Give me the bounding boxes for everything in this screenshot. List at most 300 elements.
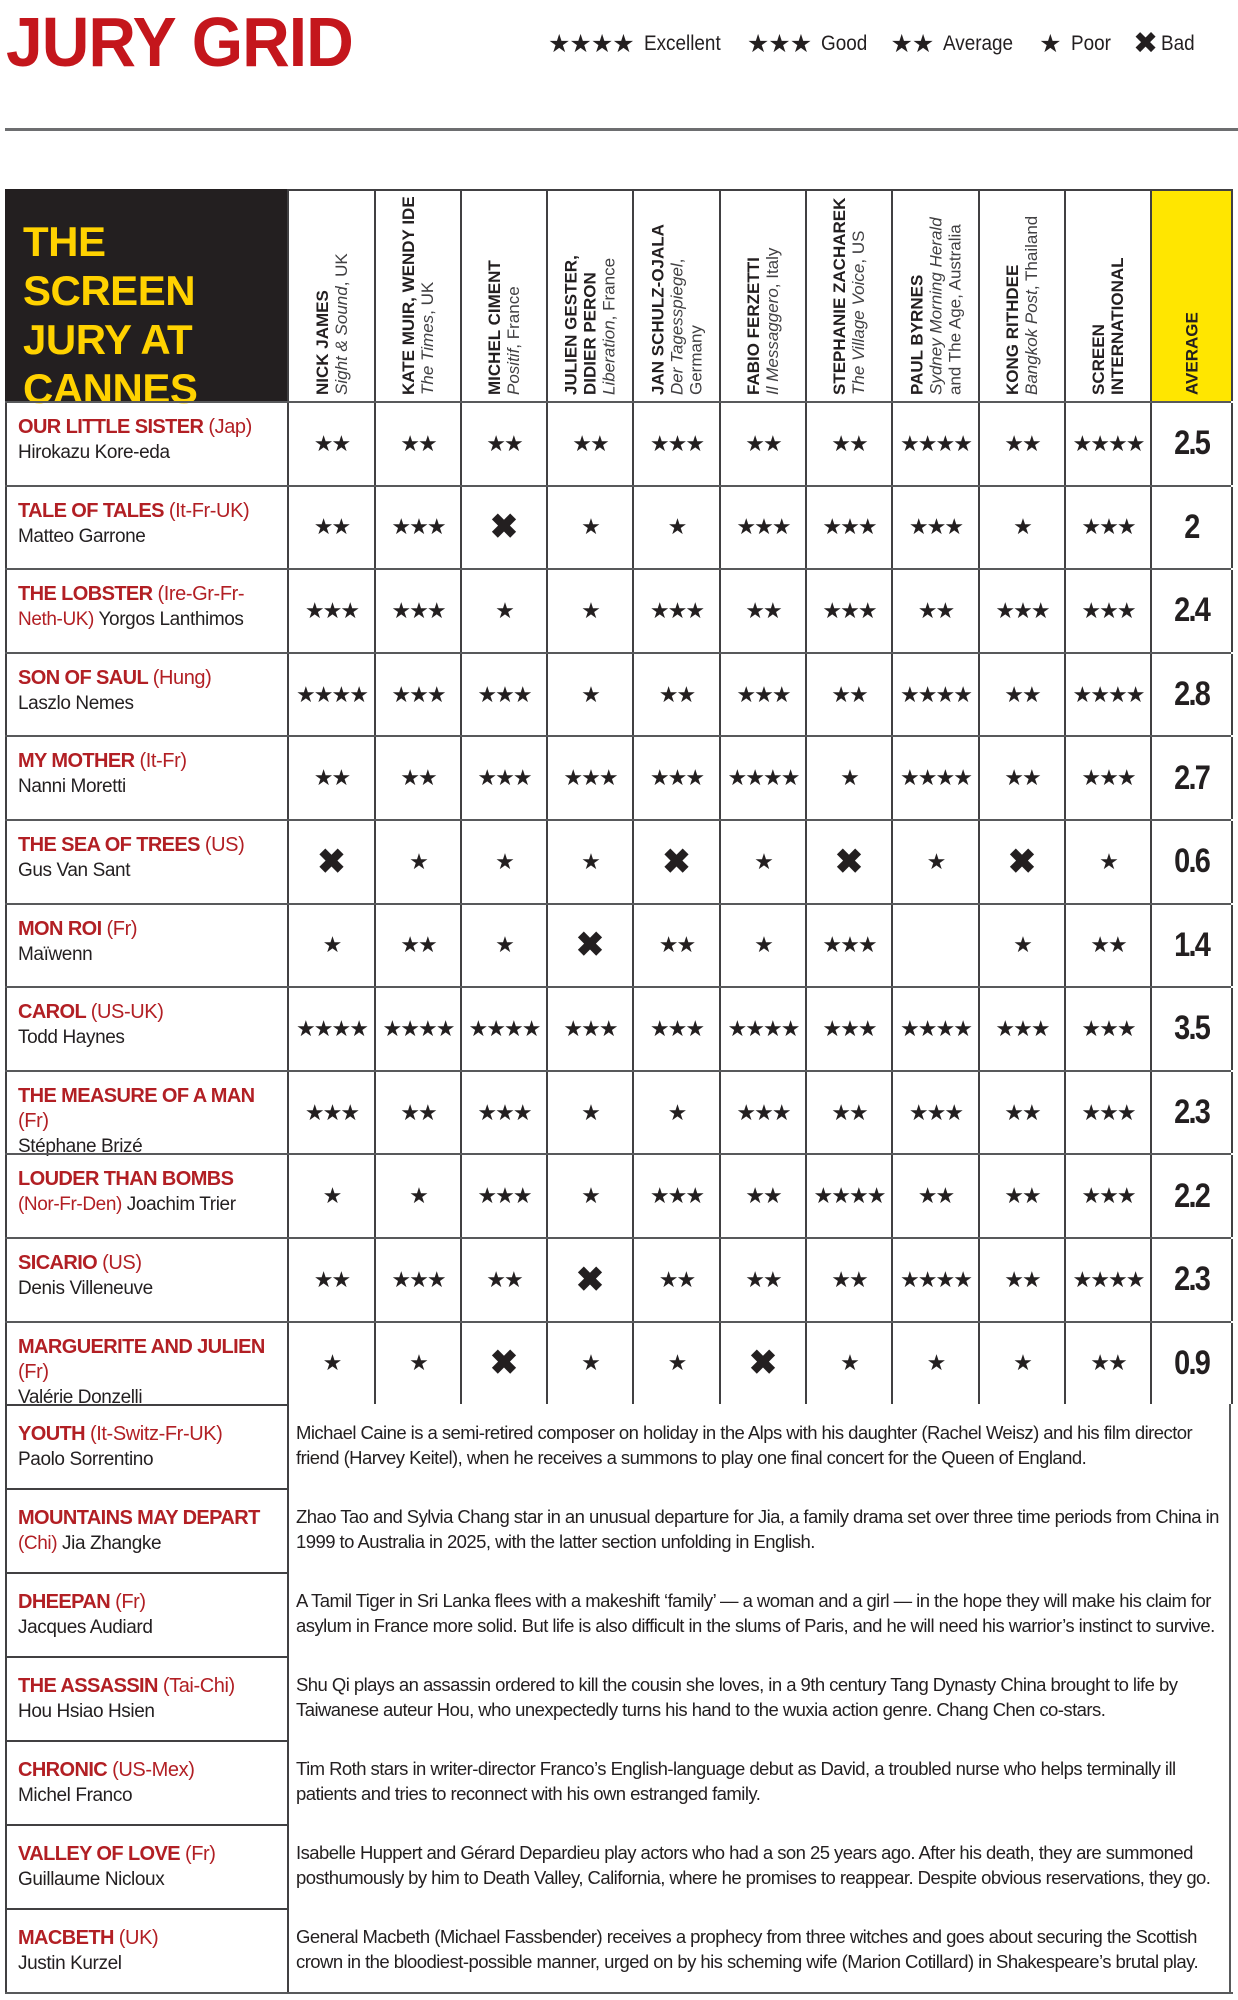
film-country: (US) bbox=[102, 1252, 142, 1274]
rating-cell bbox=[978, 1239, 1064, 1321]
rating-cell bbox=[805, 988, 891, 1070]
one-star-icon: ★ bbox=[495, 932, 513, 958]
publication-title: Bangkok Post bbox=[1022, 290, 1041, 395]
film-description-cell bbox=[287, 1908, 1231, 1992]
film-director: Jacques Audiard bbox=[18, 1617, 153, 1639]
rating-cell bbox=[978, 403, 1064, 485]
four-stars-icon: ★★★★ bbox=[548, 29, 634, 58]
average-cell bbox=[1150, 403, 1233, 485]
rating-cell bbox=[632, 905, 719, 987]
film-country: (It-Fr) bbox=[139, 750, 187, 773]
average-value: 2 bbox=[1184, 507, 1199, 546]
rating-cell bbox=[546, 1155, 632, 1237]
rating-cell bbox=[287, 1239, 374, 1321]
cross-icon: ✖ bbox=[575, 926, 605, 965]
film-row bbox=[5, 1321, 1231, 1408]
critic-publication bbox=[667, 195, 705, 395]
three-stars-icon: ★★★ bbox=[649, 430, 704, 456]
film-title: SICARIO bbox=[18, 1252, 98, 1274]
critic-header bbox=[374, 189, 460, 401]
film-cell bbox=[5, 1488, 287, 1572]
rating-cell bbox=[460, 570, 546, 652]
film-description-row bbox=[5, 1488, 1231, 1572]
film-title-line bbox=[18, 415, 287, 440]
three-stars-icon: ★★★ bbox=[736, 1099, 790, 1125]
one-star-icon: ★ bbox=[840, 765, 858, 791]
film-row bbox=[5, 1070, 1231, 1157]
one-star-icon: ★ bbox=[581, 681, 599, 707]
rating-cell bbox=[1064, 1072, 1150, 1154]
rating-cell bbox=[546, 1239, 632, 1321]
rating-cell bbox=[805, 1072, 891, 1154]
film-title-line bbox=[18, 1335, 287, 1385]
rating-cell bbox=[978, 988, 1064, 1070]
film-cell bbox=[5, 1072, 287, 1157]
film-title-line bbox=[18, 749, 287, 774]
one-star-icon: ★ bbox=[926, 1350, 945, 1376]
rating-cell bbox=[546, 654, 632, 736]
three-stars-icon: ★★★ bbox=[822, 514, 876, 540]
rating-cell bbox=[719, 1239, 805, 1321]
three-stars-icon: ★★★ bbox=[649, 765, 704, 791]
cross-icon: ✖ bbox=[489, 508, 519, 547]
legend-bad bbox=[1133, 26, 1199, 61]
publication-country: , France bbox=[599, 257, 619, 321]
film-cell bbox=[5, 988, 287, 1070]
page-title: JURY GRID bbox=[6, 2, 353, 81]
two-stars-icon: ★★ bbox=[1004, 681, 1040, 707]
rating-cell bbox=[632, 1072, 719, 1154]
one-star-icon: ★ bbox=[581, 1183, 599, 1209]
rating-cell bbox=[460, 821, 546, 903]
rating-cell bbox=[632, 1239, 719, 1321]
two-stars-icon: ★★ bbox=[400, 932, 436, 958]
publication-country: , Italy bbox=[763, 247, 782, 289]
rating-cell bbox=[374, 821, 460, 903]
one-star-icon: ★ bbox=[581, 1099, 599, 1125]
three-stars-icon: ★★★ bbox=[304, 1099, 359, 1125]
publication-country: , France bbox=[504, 286, 523, 349]
two-stars-icon: ★★ bbox=[658, 1266, 695, 1292]
rating-cell bbox=[891, 654, 978, 736]
rating-cell bbox=[1064, 570, 1150, 652]
three-stars-icon: ★★★ bbox=[1081, 1183, 1135, 1209]
rating-cell bbox=[632, 737, 719, 819]
critic-publication bbox=[1022, 195, 1041, 395]
rating-cell bbox=[1064, 1323, 1150, 1405]
film-title: VALLEY OF LOVE bbox=[18, 1843, 180, 1866]
average-cell bbox=[1150, 988, 1233, 1070]
rating-cell bbox=[805, 821, 891, 903]
critic-header-text bbox=[907, 195, 964, 395]
film-description-row bbox=[5, 1656, 1231, 1740]
film-description: A Tamil Tiger in Sri Lanka flees with a makeshift ‘family’ — a woman and a girl — in the hope they will make his claim for asylum in France more solid. But life is also difficult in the slums of Paris, and he will need his warrior’s instinct to survive. bbox=[296, 1590, 1215, 1637]
rating-cell bbox=[978, 654, 1064, 736]
film-row bbox=[5, 401, 1231, 485]
four-stars-icon: ★★★★ bbox=[900, 1266, 971, 1292]
four-stars-icon: ★★★★ bbox=[382, 1015, 454, 1041]
four-stars-icon: ★★★★ bbox=[813, 1183, 885, 1209]
film-title: CAROL bbox=[18, 1001, 86, 1024]
three-stars-icon: ★★★ bbox=[391, 681, 445, 707]
rating-cell bbox=[978, 905, 1064, 987]
film-row bbox=[5, 1153, 1231, 1237]
film-cell bbox=[5, 1155, 287, 1237]
rating-cell bbox=[891, 905, 978, 987]
rating-cell bbox=[460, 403, 546, 485]
rating-cell bbox=[978, 821, 1064, 903]
film-title-line bbox=[18, 833, 287, 858]
film-director: Guillaume Nicloux bbox=[18, 1869, 165, 1891]
film-title-line bbox=[18, 666, 287, 691]
three-stars-icon: ★★★ bbox=[1081, 514, 1135, 540]
film-country: (US) bbox=[204, 834, 245, 856]
rating-cell bbox=[546, 1323, 632, 1405]
rating-cell bbox=[978, 1155, 1064, 1237]
rating-cell bbox=[460, 1239, 546, 1321]
rating-cell bbox=[1064, 487, 1150, 569]
rating-cell bbox=[719, 988, 805, 1070]
film-title: YOUTH bbox=[18, 1423, 86, 1446]
film-row bbox=[5, 485, 1231, 569]
film-director: Hou Hsiao Hsien bbox=[18, 1701, 155, 1723]
film-title: CHRONIC bbox=[18, 1759, 108, 1782]
average-value: 3.5 bbox=[1173, 1009, 1210, 1048]
film-director: Laszlo Nemes bbox=[18, 692, 134, 714]
cross-icon: ✖ bbox=[1007, 842, 1037, 881]
film-cell bbox=[5, 905, 287, 987]
film-director: Neth-UK) Yorgos Lanthimos bbox=[18, 609, 244, 631]
table-bottom-border bbox=[5, 1992, 1233, 1994]
two-stars-icon: ★★ bbox=[917, 597, 954, 623]
critic-publication bbox=[763, 195, 782, 395]
film-title: THE MEASURE OF A MAN bbox=[18, 1084, 255, 1107]
film-director: Stéphane Brizé bbox=[18, 1135, 143, 1157]
two-stars-icon: ★★ bbox=[313, 430, 350, 456]
two-stars-icon: ★★ bbox=[1004, 1266, 1040, 1292]
critic-name: KATE MUIR, WENDY IDE bbox=[399, 196, 418, 395]
critic-header bbox=[978, 189, 1064, 401]
four-stars-icon: ★★★★ bbox=[1072, 1266, 1144, 1292]
film-description-cell bbox=[287, 1656, 1231, 1740]
film-description: General Macbeth (Michael Fassbender) receives a prophecy from three witches and goes about securing the Scottish crown in the bloodiest-possible manner, urged on by his scheming wife (Marion Cotillard) in Shakespeare’s brutal play. bbox=[296, 1926, 1199, 1973]
critic-name: FABIO FERZETTI bbox=[744, 257, 763, 395]
critic-publication bbox=[600, 195, 619, 395]
rating-cell bbox=[719, 487, 805, 569]
film-director: Denis Villeneuve bbox=[18, 1278, 153, 1299]
legend-good bbox=[747, 29, 873, 59]
film-description-cell bbox=[287, 1824, 1231, 1908]
rating-cell bbox=[805, 403, 891, 485]
rating-cell bbox=[374, 1239, 460, 1321]
film-title-line bbox=[18, 1000, 287, 1025]
three-stars-icon: ★★★ bbox=[908, 1099, 963, 1125]
rating-cell bbox=[374, 988, 460, 1070]
rating-cell bbox=[632, 1323, 719, 1405]
film-country: (Tai-Chi) bbox=[162, 1675, 235, 1698]
rating-cell bbox=[632, 654, 719, 736]
average-value: 2.3 bbox=[1173, 1260, 1210, 1299]
critic-name: JAN SCHULZ-OJALA bbox=[648, 224, 667, 395]
publication-country: , UK bbox=[418, 281, 437, 315]
film-cell bbox=[5, 403, 287, 485]
film-description-cell bbox=[287, 1740, 1231, 1824]
rating-cell bbox=[719, 654, 805, 736]
critic-header-text bbox=[830, 195, 868, 395]
film-director: Michel Franco bbox=[18, 1785, 133, 1807]
cross-icon: ✖ bbox=[575, 1260, 605, 1299]
critic-header-text bbox=[485, 195, 523, 395]
publication-title: Positif bbox=[504, 348, 523, 395]
critic-header-text bbox=[562, 195, 619, 395]
grid-heading-line: THE SCREEN bbox=[23, 218, 196, 314]
two-stars-icon: ★★ bbox=[831, 1099, 867, 1125]
rating-cell bbox=[546, 988, 632, 1070]
film-director: Todd Haynes bbox=[18, 1027, 125, 1049]
film-title-line bbox=[18, 1590, 287, 1615]
film-title: MOUNTAINS MAY DEPART bbox=[18, 1507, 260, 1530]
two-stars-icon: ★★ bbox=[1004, 765, 1040, 791]
publication-title: The Times bbox=[418, 314, 437, 395]
rating-cell bbox=[632, 821, 719, 903]
legend-label: Bad bbox=[1161, 31, 1195, 55]
rating-cell bbox=[374, 1155, 460, 1237]
critic-name: STEPHANIE ZACHAREK bbox=[830, 197, 849, 395]
film-cell bbox=[5, 1323, 287, 1408]
one-star-icon: ★ bbox=[667, 514, 686, 540]
rating-cell bbox=[374, 570, 460, 652]
two-stars-icon: ★★ bbox=[400, 430, 436, 456]
four-stars-icon: ★★★★ bbox=[727, 1015, 799, 1041]
rating-cell bbox=[546, 821, 632, 903]
rating-cell bbox=[805, 905, 891, 987]
critic-header bbox=[719, 189, 805, 401]
two-stars-icon: ★★ bbox=[917, 1183, 954, 1209]
two-stars-icon: ★★ bbox=[1004, 1099, 1040, 1125]
three-stars-icon: ★★★ bbox=[477, 1183, 531, 1209]
rating-cell bbox=[1064, 905, 1150, 987]
publication-country: , US bbox=[849, 230, 868, 264]
critic-header-text bbox=[648, 195, 705, 395]
critic-publication bbox=[504, 195, 523, 395]
rating-cell bbox=[287, 1323, 374, 1405]
rating-cell bbox=[1064, 988, 1150, 1070]
rating-cell bbox=[805, 654, 891, 736]
three-stars-icon: ★★★ bbox=[649, 597, 704, 623]
rating-cell bbox=[632, 403, 719, 485]
two-stars-icon: ★★ bbox=[313, 1266, 350, 1292]
rating-cell bbox=[891, 570, 978, 652]
film-title: THE SEA OF TREES bbox=[18, 834, 200, 856]
film-cell bbox=[5, 821, 287, 903]
film-title: MON ROI bbox=[18, 917, 102, 940]
rating-cell bbox=[891, 1323, 978, 1405]
rating-cell bbox=[287, 905, 374, 987]
two-stars-icon: ★★ bbox=[831, 681, 867, 707]
rating-cell bbox=[891, 737, 978, 819]
average-cell bbox=[1150, 570, 1233, 652]
critic-header-text bbox=[313, 195, 351, 395]
four-stars-icon: ★★★★ bbox=[1072, 430, 1144, 456]
film-country: (US-Mex) bbox=[112, 1759, 195, 1782]
average-cell bbox=[1150, 1072, 1233, 1154]
rating-cell bbox=[978, 570, 1064, 652]
rating-cell bbox=[546, 403, 632, 485]
three-stars-icon: ★★★ bbox=[477, 765, 531, 791]
film-country: (Chi) bbox=[18, 1533, 63, 1555]
one-star-icon: ★ bbox=[581, 597, 599, 623]
film-description-row bbox=[5, 1740, 1231, 1824]
film-description-cell bbox=[287, 1572, 1231, 1656]
rating-cell bbox=[805, 570, 891, 652]
film-title: MY MOTHER bbox=[18, 750, 135, 773]
film-title: THE LOBSTER bbox=[18, 583, 153, 606]
film-description: Shu Qi plays an assassin ordered to kill the cousin she loves, in a 9th century Tang Dynasty China brought to life by Taiwanese auteur Hou, who unexpectedly turns his hand to the wuxia action genre. Chang Chen co-stars. bbox=[296, 1674, 1178, 1721]
one-star-icon: ★ bbox=[322, 1183, 341, 1209]
rating-cell bbox=[374, 1323, 460, 1405]
rating-cell bbox=[287, 1155, 374, 1237]
cross-icon: ✖ bbox=[317, 842, 346, 881]
rating-cell bbox=[374, 737, 460, 819]
film-description-row bbox=[5, 1404, 1231, 1488]
rating-cell bbox=[719, 1072, 805, 1154]
average-value: 2.5 bbox=[1173, 424, 1210, 463]
one-star-icon: ★ bbox=[1099, 848, 1117, 874]
publication-title: The Village Voice bbox=[849, 263, 868, 395]
rating-cell bbox=[891, 821, 978, 903]
rating-cell bbox=[460, 1155, 546, 1237]
film-cell bbox=[5, 1404, 287, 1488]
three-stars-icon: ★★★ bbox=[391, 1266, 445, 1292]
film-cell bbox=[5, 487, 287, 569]
rating-cell bbox=[460, 487, 546, 569]
film-country: (Fr) bbox=[184, 1843, 216, 1866]
three-stars-icon: ★★★ bbox=[822, 1015, 876, 1041]
film-title-line bbox=[18, 1251, 287, 1276]
average-value: 2.8 bbox=[1173, 675, 1210, 714]
film-director: Nanni Moretti bbox=[18, 776, 126, 798]
film-director: (Nor-Fr-Den) Joachim Trier bbox=[18, 1194, 236, 1216]
film-director: Matteo Garrone bbox=[18, 525, 146, 547]
one-star-icon: ★ bbox=[1013, 932, 1031, 958]
one-star-icon: ★ bbox=[581, 1350, 599, 1376]
divider-rule bbox=[5, 128, 1238, 131]
film-description: Isabelle Huppert and Gérard Depardieu play actors who had a son 25 years ago. After his death, they are summoned posthumously by him to Death Valley, California, where he promises to reappear. Despite obvious reservations, they go. bbox=[296, 1842, 1211, 1889]
film-country: (Ire-Gr-Fr- bbox=[157, 583, 245, 606]
two-stars-icon: ★★ bbox=[831, 1266, 867, 1292]
film-director: Paolo Sorrentino bbox=[18, 1449, 154, 1471]
cross-icon: ✖ bbox=[748, 1344, 778, 1383]
one-star-icon: ★ bbox=[495, 848, 513, 874]
one-star-icon: ★ bbox=[322, 1350, 341, 1376]
cross-icon: ✖ bbox=[1132, 27, 1158, 60]
critic-publication bbox=[418, 195, 437, 395]
film-title-line bbox=[18, 917, 287, 942]
film-title-line bbox=[18, 1084, 287, 1134]
critic-header bbox=[632, 189, 719, 401]
three-stars-icon: ★★★ bbox=[736, 681, 790, 707]
film-title-line bbox=[18, 499, 287, 524]
two-stars-icon: ★★ bbox=[572, 430, 608, 456]
rating-cell bbox=[805, 1155, 891, 1237]
film-country: (Fr) bbox=[18, 1360, 49, 1383]
rating-cell bbox=[719, 570, 805, 652]
rating-cell bbox=[805, 737, 891, 819]
three-stars-icon: ★★★ bbox=[304, 597, 359, 623]
film-cell bbox=[5, 1239, 287, 1321]
one-star-icon: ★ bbox=[322, 932, 341, 958]
film-description-row bbox=[5, 1824, 1231, 1908]
rating-cell bbox=[1064, 1155, 1150, 1237]
grid-heading-line: CANNES bbox=[23, 365, 198, 412]
average-cell bbox=[1150, 821, 1233, 903]
film-title: OUR LITTLE SISTER bbox=[18, 416, 204, 438]
rating-cell bbox=[546, 905, 632, 987]
one-star-icon: ★ bbox=[409, 848, 427, 874]
rating-cell bbox=[805, 1239, 891, 1321]
four-stars-icon: ★★★★ bbox=[296, 1015, 367, 1041]
two-stars-icon: ★★ bbox=[1090, 1350, 1126, 1376]
film-title-line bbox=[18, 1842, 287, 1867]
film-description-row bbox=[5, 1908, 1231, 1992]
film-row bbox=[5, 568, 1231, 652]
critic-name: NICK JAMES bbox=[312, 290, 332, 395]
rating-cell bbox=[978, 1323, 1064, 1405]
publication-title: Il Messaggero bbox=[763, 288, 782, 395]
film-description: Zhao Tao and Sylvia Chang star in an unusual departure for Jia, a family drama set over three time periods from China in 1999 to Australia in 2025, with the latter section unfolding in English. bbox=[296, 1506, 1219, 1553]
critic-name: JULIEN GESTER, DIDIER PERON bbox=[561, 255, 600, 395]
legend-poor bbox=[1039, 29, 1115, 59]
film-row bbox=[5, 903, 1231, 987]
rating-cell bbox=[374, 403, 460, 485]
rating-cell bbox=[374, 654, 460, 736]
rating-cell bbox=[546, 1072, 632, 1154]
average-header bbox=[1150, 189, 1233, 401]
average-value: 2.4 bbox=[1173, 591, 1210, 630]
critic-header-text bbox=[1089, 195, 1127, 395]
two-stars-icon: ★★ bbox=[486, 1266, 522, 1292]
critic-header bbox=[546, 189, 632, 401]
film-director: Valérie Donzelli bbox=[18, 1386, 143, 1408]
one-star-icon: ★ bbox=[926, 848, 945, 874]
average-cell bbox=[1150, 1323, 1233, 1405]
average-cell bbox=[1150, 1239, 1233, 1321]
film-director: Gus Van Sant bbox=[18, 860, 131, 881]
rating-cell bbox=[460, 1072, 546, 1154]
three-stars-icon: ★★★ bbox=[563, 765, 617, 791]
rating-cell bbox=[1064, 654, 1150, 736]
rating-cell bbox=[374, 487, 460, 569]
four-stars-icon: ★★★★ bbox=[900, 1015, 971, 1041]
average-cell bbox=[1150, 487, 1233, 569]
film-title: SON OF SAUL bbox=[18, 666, 148, 689]
film-title: DHEEPAN bbox=[18, 1591, 111, 1614]
average-value: 0.9 bbox=[1173, 1343, 1210, 1382]
film-director: (Chi) Jia Zhangke bbox=[18, 1533, 162, 1555]
publication-title: Sydney Morning Herald bbox=[926, 217, 945, 395]
three-stars-icon: ★★★ bbox=[1081, 765, 1135, 791]
grid-heading-line: JURY AT bbox=[23, 316, 193, 363]
one-star-icon: ★ bbox=[754, 932, 772, 958]
film-cell bbox=[5, 1740, 287, 1824]
rating-cell bbox=[719, 1155, 805, 1237]
three-stars-icon: ★★★ bbox=[822, 597, 876, 623]
publication-country: and The Age, Australia bbox=[945, 224, 964, 395]
film-director: Hirokazu Kore-eda bbox=[18, 442, 170, 463]
film-row bbox=[5, 1237, 1231, 1321]
two-stars-icon: ★★ bbox=[658, 932, 695, 958]
rating-cell bbox=[805, 487, 891, 569]
